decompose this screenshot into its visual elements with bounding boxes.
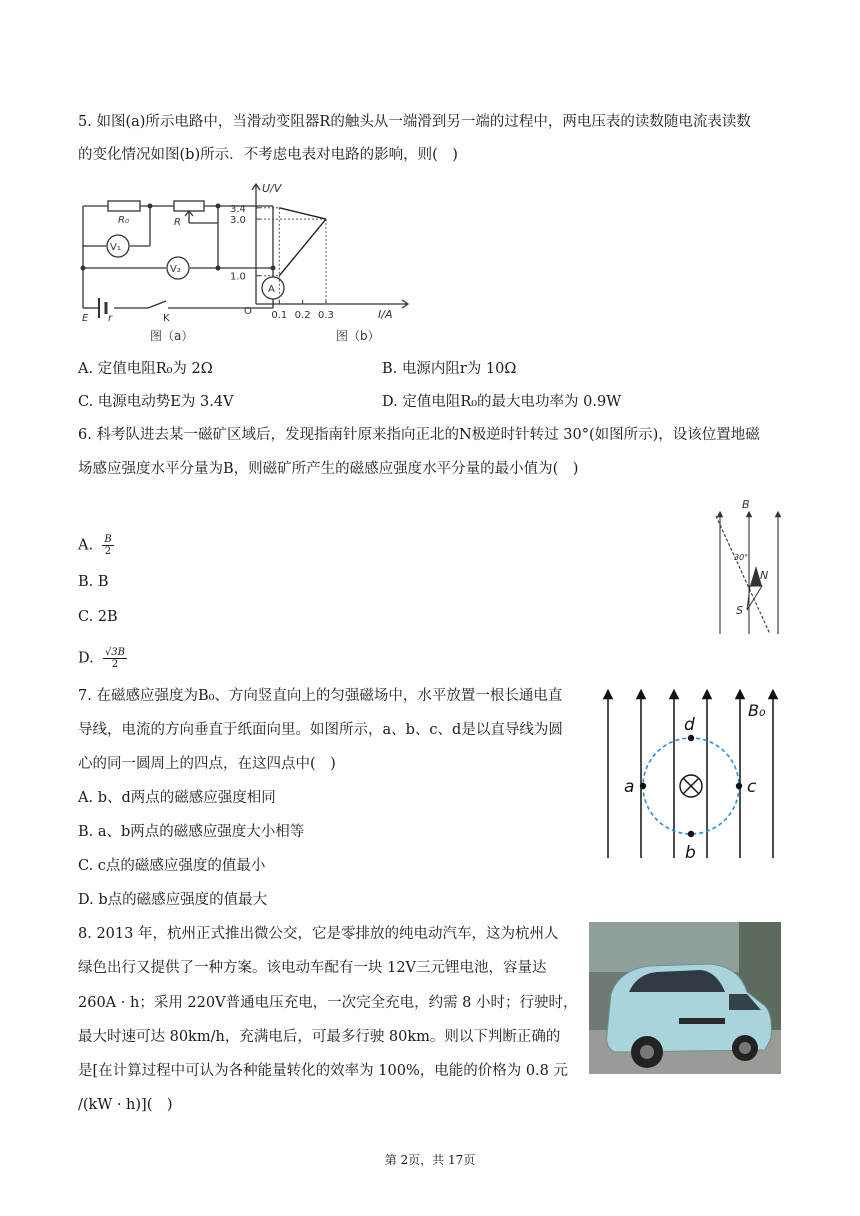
q5-graph-plot: [230, 182, 408, 321]
q8-stem-line6: /(kW · h)]( ): [78, 1097, 173, 1113]
q7-option-d: D. b点的磁感应强度的值最大: [78, 892, 268, 908]
q5-option-a: A. 定值电阻R₀为 2Ω: [78, 361, 213, 377]
n-label: N: [760, 569, 769, 582]
q6-option-c: C. 2B: [78, 609, 118, 625]
q7-option-c: C. c点的磁感应强度的值最小: [78, 858, 266, 874]
q8-stem-line2: 绿色出行又提供了一种方案。该电动车配有一块 12V三元锂电池，容量达: [78, 960, 547, 976]
q8-stem-line4: 最大时速可达 80km/h，充满电后，可最多行驶 80km。则以下判断正确的: [78, 1029, 561, 1045]
q6-stem-line2: 场感应强度水平分量为B，则磁矿所产生的磁感应强度水平分量的最小值为( ): [78, 461, 579, 477]
switch-label: K: [163, 313, 170, 324]
point-a-label: a: [624, 777, 635, 797]
y-tick-label: 3.0: [230, 215, 246, 227]
q7-stem-line1: 7. 在磁感应强度为B₀、方向竖直向上的匀强磁场中，水平放置一根长通电直: [78, 688, 563, 704]
q6-option-b: B. B: [78, 574, 109, 590]
ammeter-label: A: [268, 284, 275, 295]
q5-stem-line1: 5. 如图(a)所示电路中，当滑动变阻器R的触头从一端滑到另一端的过程中，两电压表的读数随电流表读数: [78, 114, 751, 130]
q6-option-a: A. $\frac{B}{2}$: [78, 534, 112, 557]
series-line-2: [279, 219, 326, 276]
q5-stem-line2: 的变化情况如图(b)所示．不考虑电表对电路的影响，则( ): [78, 147, 458, 163]
s-label: S: [736, 604, 743, 617]
circuit-diagram: [83, 201, 284, 318]
q7-option-a: A. b、d两点的磁感应强度相同: [78, 790, 276, 806]
q6-stem-line1: 6. 科考队进去某一磁矿区域后，发现指南针原来指向正北的N极逆时针转过 30°(如图所示)，设该位置地磁: [78, 427, 760, 443]
y-tick-label: 3.4: [230, 203, 246, 215]
emf-label: E: [82, 313, 89, 324]
r-label: R: [174, 217, 181, 228]
compass-figure: [712, 494, 788, 638]
q5-option-d: D. 定值电阻R₀的最大电功率为 0.9W: [382, 394, 622, 410]
graph-caption: 图（b）: [336, 329, 380, 343]
q5-option-b: B. 电源内阻r为 10Ω: [382, 361, 517, 377]
x-axis-label: I/A: [378, 308, 393, 321]
r0-label: R₀: [118, 215, 129, 226]
q7-stem-line2: 导线，电流的方向垂直于纸面向里。如图所示，a、b、c、d是以直导线为圆: [78, 722, 563, 738]
x-tick-label: 0.1: [271, 310, 288, 321]
series-line-1: [279, 208, 326, 219]
b0-label: B₀: [748, 701, 766, 720]
v2-label: V₂: [170, 264, 181, 275]
q8-stem-line1: 8. 2013 年，杭州正式推出微公交，它是零排放的纯电动汽车，这为杭州人: [78, 926, 559, 942]
current-into-page-icon: [680, 775, 702, 797]
q6-option-d: D. $\frac{√3B}{2}$: [78, 647, 126, 670]
x-tick-label: 0.2: [294, 310, 311, 321]
electric-car-photo: [589, 922, 781, 1074]
q5-figures: [78, 178, 428, 346]
page-footer: 第 2页，共 17页: [384, 1153, 476, 1167]
x-tick-label: 0.3: [317, 310, 334, 321]
y-tick-label: 1.0: [230, 271, 246, 283]
point-c-label: c: [747, 777, 757, 797]
q5-option-c: C. 电源电动势E为 3.4V: [78, 394, 234, 410]
q7-option-b: B. a、b两点的磁感应强度大小相等: [78, 824, 305, 840]
circuit-caption: 图（a）: [150, 329, 194, 343]
internal-r-label: r: [108, 313, 113, 324]
q7-stem-line3: 心的同一圆周上的四点，在这四点中( ): [78, 756, 336, 772]
q8-stem-line3: 260A · h；采用 220V普通电压充电，一次完全充电，约需 8 小时；行驶时，: [78, 995, 578, 1011]
y-axis-label: U/V: [262, 182, 282, 195]
angle-label: 30°: [734, 553, 749, 562]
point-b-label: b: [685, 843, 696, 863]
b-label: B: [742, 498, 750, 511]
point-d-label: d: [684, 715, 695, 735]
magnetic-field-figure: [600, 686, 782, 864]
origin-label: O: [244, 306, 252, 317]
q8-stem-line5: 是[在计算过程中可认为各种能量转化的效率为 100%，电能的价格为 0.8 元: [78, 1063, 568, 1079]
v1-label: V₁: [110, 242, 121, 253]
